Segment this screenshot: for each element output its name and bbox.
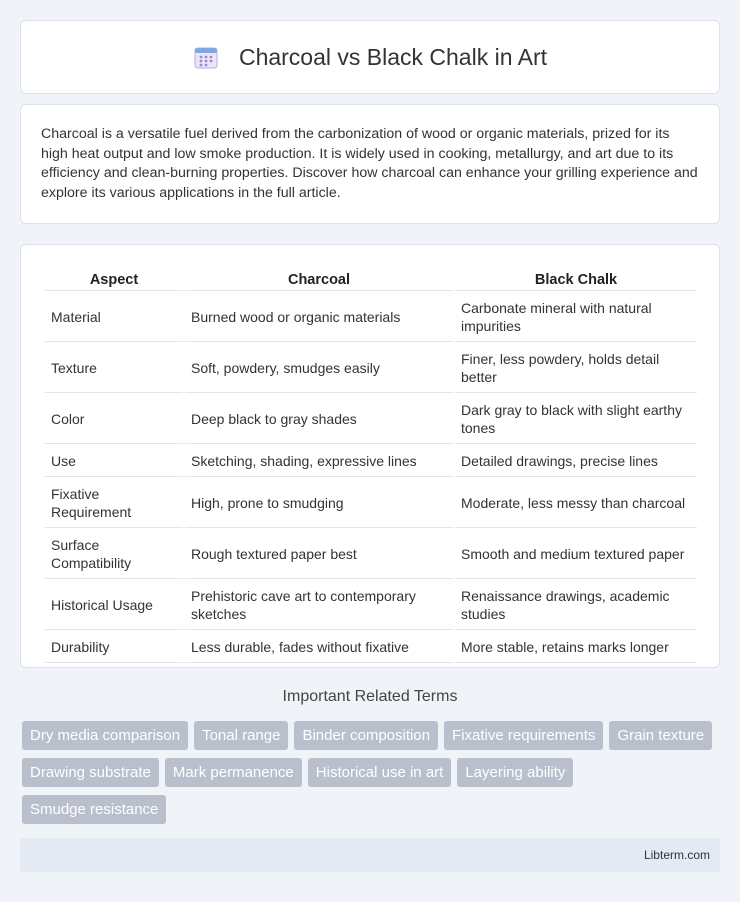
column-header: Aspect [45,267,183,291]
table-cell: High, prone to smudging [185,479,453,528]
table-row [45,395,697,444]
related-term-tag[interactable]: Layering ability [457,758,573,787]
table-row [45,530,697,579]
column-header: Charcoal [185,267,453,291]
table-cell: Less durable, fades without fixative [185,632,453,663]
related-term-tag[interactable]: Dry media comparison [22,721,188,750]
table-cell: Carbonate mineral with natural impurities [455,293,697,342]
table-cell: Smooth and medium textured paper [455,530,697,579]
related-term-tag[interactable]: Tonal range [194,721,288,750]
intro-card [20,104,720,224]
table-row [45,446,697,477]
table-cell: Detailed drawings, precise lines [455,446,697,477]
table-row [45,581,697,630]
table-cell: Soft, powdery, smudges easily [185,344,453,393]
comparison-table-card [20,244,720,668]
page-title: Charcoal vs Black Chalk in Art [238,43,548,70]
table-cell: Durability [45,632,183,663]
related-term-tag[interactable]: Drawing substrate [22,758,159,787]
table-cell: Finer, less powdery, holds detail better [455,344,697,393]
table-row [45,293,697,342]
table-row [45,632,697,663]
table-cell: Sketching, shading, expressive lines [185,446,453,477]
related-terms-list [22,721,722,824]
table-cell: Moderate, less messy than charcoal [455,479,697,528]
table-cell: Rough textured paper best [185,530,453,579]
footer [20,838,720,872]
related-term-tag[interactable]: Fixative requirements [444,721,603,750]
related-terms-title: Important Related Terms [282,688,458,705]
table-cell: More stable, retains marks longer [455,632,697,663]
table-cell: Material [45,293,183,342]
table-cell: Prehistoric cave art to contemporary sketches [185,581,453,630]
related-term-tag[interactable]: Mark permanence [165,758,302,787]
related-term-tag[interactable]: Smudge resistance [22,795,166,824]
table-cell: Dark gray to black with slight earthy tones [455,395,697,444]
table-cell: Deep black to gray shades [185,395,453,444]
table-row [45,344,697,393]
intro-text: Charcoal is a versatile fuel derived from the carbonization of wood or organic materials, prized for its high heat output and low smoke production. It is widely used in cooking, metallurgy, and art due to its efficiency and clean-burning properties. Discover how charcoal can enhance your grilling experience and explore its various applications in the full article. [41,126,698,201]
comparison-table [43,265,699,665]
table-cell: Surface Compatibility [45,530,183,579]
table-cell: Fixative Requirement [45,479,183,528]
footer-site-link[interactable]: Libterm.com [643,848,710,862]
table-cell: Burned wood or organic materials [185,293,453,342]
table-header-row [45,267,697,291]
related-term-tag[interactable]: Grain texture [609,721,712,750]
table-cell: Texture [45,344,183,393]
header-card [20,20,720,94]
related-term-tag[interactable]: Historical use in art [308,758,452,787]
table-cell: Use [45,446,183,477]
table-row [45,479,697,528]
column-header: Black Chalk [455,267,697,291]
related-term-tag[interactable]: Binder composition [294,721,438,750]
table-cell: Color [45,395,183,444]
calendar-icon [193,44,219,70]
table-cell: Historical Usage [45,581,183,630]
table-cell: Renaissance drawings, academic studies [455,581,697,630]
